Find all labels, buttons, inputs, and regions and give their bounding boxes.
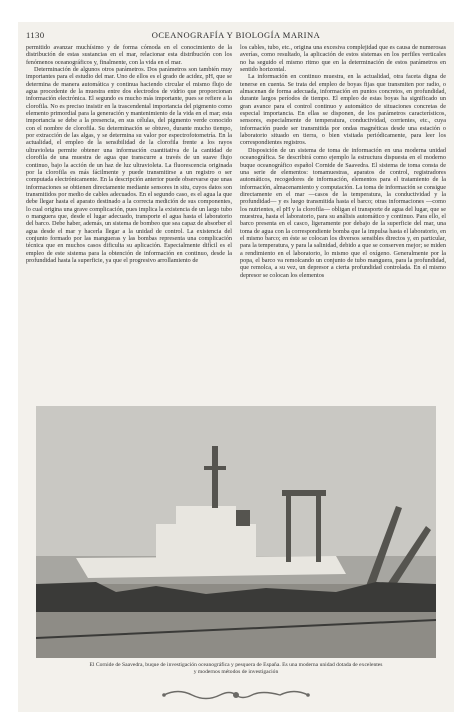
gantry-leg [316, 492, 321, 562]
ship-photograph [36, 406, 436, 658]
paragraph: La información en continuo muestra, en la actualidad, otra faceta digna de tenerse en cuenta. Se trata del empleo de boyas fijas que transmiten por radio, o almacenan de forma adecuada, información en puntos concretos, en profundidad, durante largos períodos de tiempo. El empleo de estas boyas ha significado un gran avance para el control continuo y automático de situaciones concretas de especial importancia. En ellas se disponen, de los parámetros característicos, sensores, especialmente de temperatura, conductividad, corrientes, etc., cuya información puede ser transmitida por ondas magnéticas desde una estación o laboratorio situado en tierra, o bien visitada periódicamente, para leer los correspondientes registros. [240, 73, 446, 147]
caption-line: y modernos métodos de investigación [193, 669, 279, 675]
left-column [26, 44, 232, 406]
gantry-beam [282, 490, 326, 496]
ship-funnel [236, 510, 250, 526]
page-number: 1130 [26, 30, 45, 40]
ship-mast [212, 446, 218, 508]
paragraph: los cables, tubo, etc., origina una excesiva complejidad que es causa de numerosas averías, como resultado, la aplicación de estos sistemas en los perfiles verticales no ha seguido el mismo ritmo que en la determinación de estos parámetros en sentido horizontal. [240, 44, 446, 74]
text-columns [26, 44, 446, 406]
ship-photograph-drawing [36, 406, 436, 658]
page-header [26, 28, 446, 42]
photo-caption [36, 662, 436, 676]
paragraph: Determinación de algunos otros parámetros. Dos parámetros son también muy importantes para el estudio del mar. Uno de ellos es el grado de acidez, pH, que se determina de manera automática y continua haciendo circular el mismo flujo de agua procedente de la muestra entre dos electrodos de vidrio que proporcionan información electrónica. El segundo es mucho más importante, pues se refiere a la clorofila. No es preciso insistir en la trascendental importancia del pigmento como elemento primordial para la generación y mantenimiento de la vida en el mar; esta importancia se debe a la presencia, en sus células, del pigmento verde conocido con el nombre de clorofila. Su determinación se obtuvo, durante mucho tiempo, por extracción de las algas, y se determina su valor por espectrofotometría. En la actualidad, el empleo de la sensibilidad de la clorofila frente a los rayos ultravioleta permite obtener una información cuantitativa de la cantidad de clorofila de una muestra de agua que transcurre a través de un suave flujo continuo, bajo la acción de un haz de luz ultravioleta. La fluorescencia originada por la clorofila es más fácilmente y puede transmitirse a un registro o ser computada electrónicamente. En la descripción anterior puede observarse que unas informaciones se obtienen directamente mediante sensores in situ, cuyos datos son transmitidos por medio de cables adecuados. En el segundo caso, es el agua la que debe llegar hasta el aparato destinado a la correcta medición de sus componentes, lo cual origina una grave complicación, pues implica la existencia de un largo tubo o manguera que, desde el lugar adecuado, transporte el agua hasta el laboratorio del barco. Debe haber, además, un sistema de bombeo que sea capaz de absorber el agua desde el mar y hacerla llegar a la unidad de control. La existencia del conjunto formado por las mangueras y las bombas representa una complicación técnica que en muchos casos dificulta su aplicación. Especialmente difícil es el empleo de este sistema para la obtención de información en continuo, desde la profundidad hasta la superficie, ya que el progresivo arrollamiento de [26, 66, 232, 264]
paragraph: Disposición de un sistema de toma de información en una moderna unidad oceanográfica. Se describirá como ejemplo la estructura dispuesta en el moderno buque oceanográfico español Cornide de Saavedra. El sistema de toma consta de una serie de elementos: tomamuestras, aparatos de control, registradores automáticos, recogedores de información, elementos para el tratamiento de la información, almacenamiento y computación. La toma de información se consigue directamente en el mar —casos de la temperatura, la conductividad y la profundidad— y es luego transmitida hasta el barco; otras informaciones —como los nutrientes, el pH y la clorofila— obligan el transporte de agua del lugar, que se muestrea, hasta el laboratorio, para su análisis automático y continuo. Para ello, el barco presenta en el casco, ligeramente por debajo de la superficie del mar, una toma de agua con la correspondiente bomba que la impulsa hasta el laboratorio, en el mismo barco; en éste se colocan los diversos sensibles directos y, en particular, para la temperatura, y para la salinidad, debido a que se conserven mejor; se miden a rendimiento en el laboratorio, lo mismo que el oxígeno. Generalmente por la popa, el barco va remolcando un conjunto de tubo manguera, para la profundidad, que remolca, a su vez, un depresor a cierta profundidad controlada. En el mismo depresor se colocan los elementos [240, 146, 446, 279]
paragraph: permitido avanzar muchísimo y de forma cómoda en el conocimiento de la distribución de estas sustancias en el mar, relacionar esta distribución con los fenómenos oceanográficos y, finalmente, con la vida en el mar. [26, 44, 232, 66]
running-title: OCEANOGRAFÍA Y BIOLOGÍA MARINA [151, 30, 321, 40]
gantry-leg [286, 492, 291, 562]
book-page [18, 22, 454, 712]
decorative-ornament [158, 688, 314, 702]
right-column [240, 44, 446, 406]
ship-bridge [176, 506, 236, 526]
ship-superstructure [156, 524, 256, 558]
ship-yardarm [204, 466, 226, 470]
caption-line: El Cornide de Saavedra, buque de investigación oceanográfica y pesquera de España. Es una moderna unidad dotada de excelentes [89, 662, 383, 668]
